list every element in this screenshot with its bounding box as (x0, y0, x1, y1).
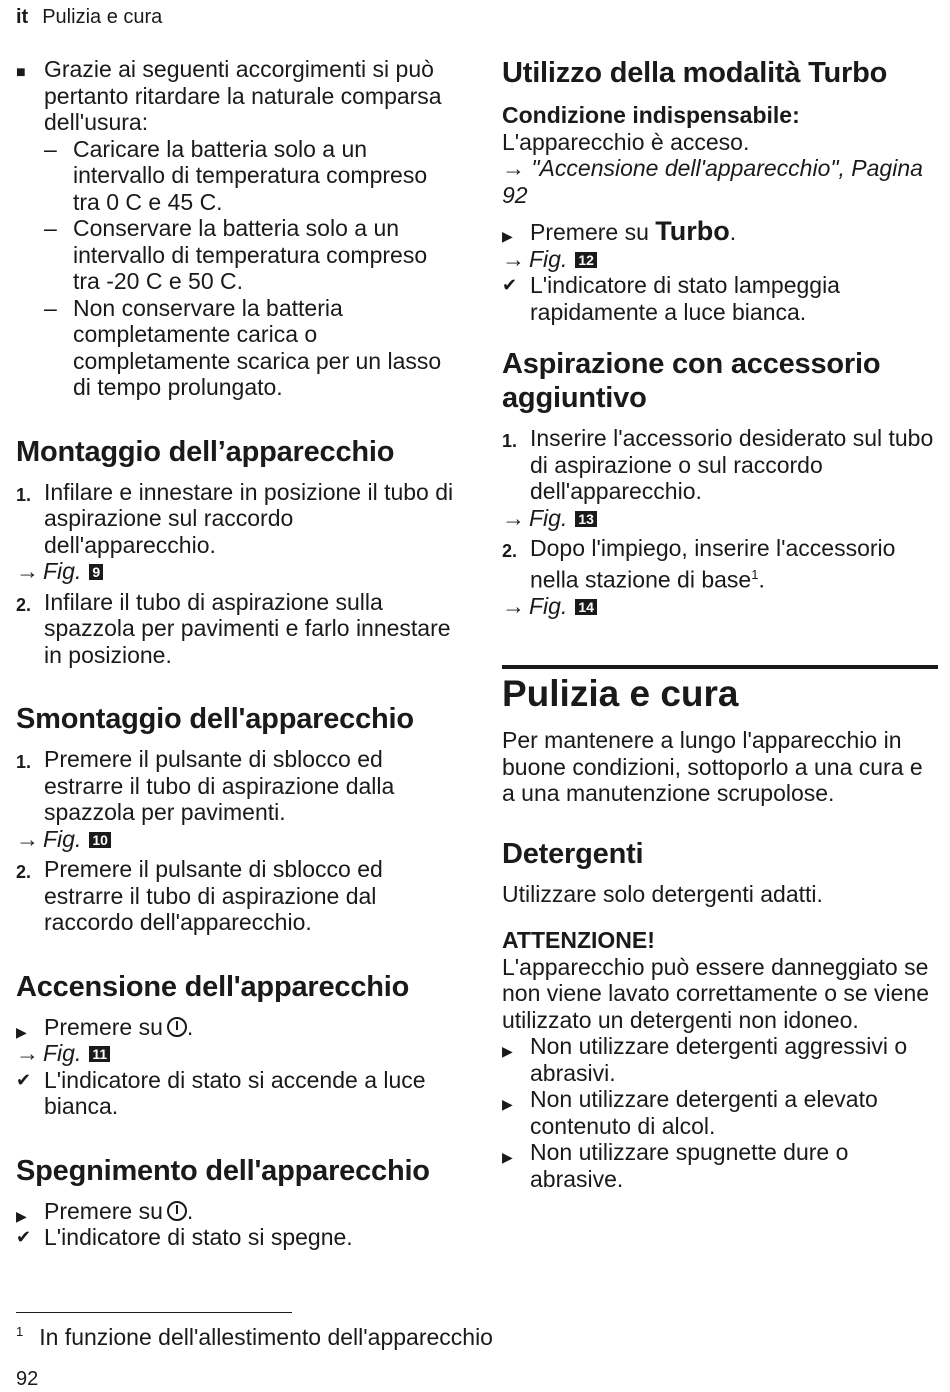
step-2: 2. Infilare il tubo di aspirazione sulla spazzola per pavimenti e farlo innestare in posizione. (16, 588, 451, 668)
triangle-right-icon: ▶ (502, 1096, 513, 1113)
list-item: ▶ Non utilizzare detergenti aggressivi o abrasivi. (502, 1033, 908, 1086)
power-icon (167, 1201, 187, 1221)
square-bullet-icon: ■ (16, 64, 26, 81)
arrow-right-icon: → (16, 1040, 39, 1066)
figure-badge: 14 (575, 599, 597, 615)
language-code: it (16, 6, 29, 28)
figure-reference: → Fig. 9 (16, 558, 456, 585)
step-1: 1. Premere il pulsante di sblocco ed estrarre il tubo di aspirazione dalla spazzola per pavimenti. (16, 746, 395, 825)
footnote-divider (16, 1312, 292, 1313)
list-item: – Conservare la batteria solo a un intervallo di temperatura compreso tra -20 C e 50 C. (44, 215, 428, 294)
detergenti-text: Utilizzare solo detergenti adatti. (502, 880, 823, 907)
triangle-right-icon: ▶ (502, 1149, 513, 1166)
turbo-heading: Utilizzo della modalità Turbo (502, 57, 888, 89)
arrow-right-icon: → (502, 155, 532, 181)
page-header (16, 6, 162, 29)
section-divider (502, 665, 938, 669)
list-item: ▶ Non utilizzare spugnette dure o abrasive. (502, 1139, 849, 1192)
right-column (502, 56, 938, 1192)
step-1: 1. Inserire l'accessorio desiderato sul tubo di aspirazione o sul raccordo dell'apparecchio. (502, 425, 934, 504)
precondition: Condizione indispensabile: L'apparecchio è acceso. (502, 102, 800, 155)
dash-icon: – (44, 215, 57, 241)
montaggio-heading: Montaggio dell’apparecchio (16, 435, 395, 468)
figure-reference: → Fig. 12 (502, 246, 938, 273)
step-2: 2. Premere il pulsante di sblocco ed estrarre il tubo di aspirazione dal raccordo dell'apparecchio. (16, 856, 383, 935)
figure-badge: 13 (575, 511, 597, 527)
figure-badge: 9 (89, 564, 103, 580)
accensione-heading: Accensione dell'apparecchio (16, 970, 410, 1003)
pulizia-heading: Pulizia e cura (502, 673, 739, 715)
arrow-right-icon: → (502, 245, 525, 272)
page-number: 92 (16, 1368, 39, 1390)
step-1: 1. Infilare e innestare in posizione il tubo di aspirazione sul raccordo dell'apparecchio. (16, 478, 454, 558)
warning-title: ATTENZIONE! (502, 927, 655, 954)
warning-text: L'apparecchio può essere danneggiato se non viene lavato correttamente o se viene utilizzato un detergenti non idoneo. (502, 953, 930, 1033)
smontaggio-heading: Smontaggio dell'apparecchio (16, 703, 414, 735)
section-title: Pulizia e cura (42, 6, 163, 28)
spegnimento-heading: Spegnimento dell'apparecchio (16, 1154, 430, 1187)
checkmark-icon: ✔ (16, 1069, 32, 1090)
arrow-right-icon: → (502, 504, 525, 531)
figure-reference: → Fig. 13 (502, 505, 938, 532)
figure-badge: 12 (575, 252, 597, 268)
cross-reference: → "Accensione dell'apparecchio", Pagina 92 (502, 155, 923, 208)
footnote: $^1$ In funzione dell'allestimento dell'apparecchio (16, 1324, 493, 1350)
arrow-right-icon: → (16, 825, 39, 852)
figure-reference: → Fig. 10 (16, 826, 456, 853)
power-icon (167, 1017, 187, 1037)
footnote-marker: 1 (751, 566, 759, 582)
dash-icon: – (44, 294, 57, 321)
figure-badge: 10 (89, 832, 111, 848)
action-item: ▶ Premere su . (16, 1198, 456, 1225)
list-item: ▶ Non utilizzare detergenti a elevato contenuto di alcol. (502, 1086, 878, 1139)
pulizia-text: Per mantenere a lungo l'apparecchio in buone condizioni, sottoporlo a una cura e a una manutenzione scrupolose. (502, 727, 923, 807)
arrow-right-icon: → (16, 558, 39, 584)
figure-reference: → Fig. 11 (16, 1040, 456, 1067)
aspirazione-heading: Aspirazione con accessorio aggiuntivo (502, 348, 881, 414)
checkmark-icon: ✔ (16, 1227, 32, 1247)
result-item: ✔ L'indicatore di stato si spegne. (16, 1224, 353, 1250)
figure-reference: → Fig. 14 (502, 593, 938, 620)
result-item: ✔ L'indicatore di stato si accende a luce bianca. (16, 1066, 426, 1119)
triangle-right-icon: ▶ (502, 228, 513, 244)
arrow-right-icon: → (502, 592, 525, 619)
checkmark-icon: ✔ (502, 275, 518, 295)
triangle-right-icon: ▶ (502, 1043, 513, 1060)
dash-icon: – (44, 135, 57, 162)
action-item: ▶ Premere su Turbo. (502, 218, 938, 246)
action-item: ▶ Premere su . (16, 1014, 456, 1041)
result-item: ✔ L'indicatore di stato lampeggia rapidamente a luce bianca. (502, 272, 840, 325)
figure-badge: 11 (89, 1046, 110, 1062)
list-item: – Non conservare la batteria completamente carica o completamente scarica per un lasso di tempo prolungato. (44, 294, 442, 400)
intro-bullet: ■ Grazie ai seguenti accorgimenti si può pertanto ritardare la naturale comparsa dell'usura: (16, 56, 442, 135)
left-column (16, 56, 456, 1251)
detergenti-heading: Detergenti (502, 837, 644, 870)
list-item: – Caricare la batteria solo a un intervallo di temperatura compreso tra 0 C e 45 C. (44, 135, 428, 215)
step-2: 2. Dopo l'impiego, inserire l'accessorio nella stazione di base$^1$. (502, 535, 896, 593)
triangle-right-icon: ▶ (16, 1023, 27, 1040)
triangle-right-icon: ▶ (16, 1207, 27, 1224)
